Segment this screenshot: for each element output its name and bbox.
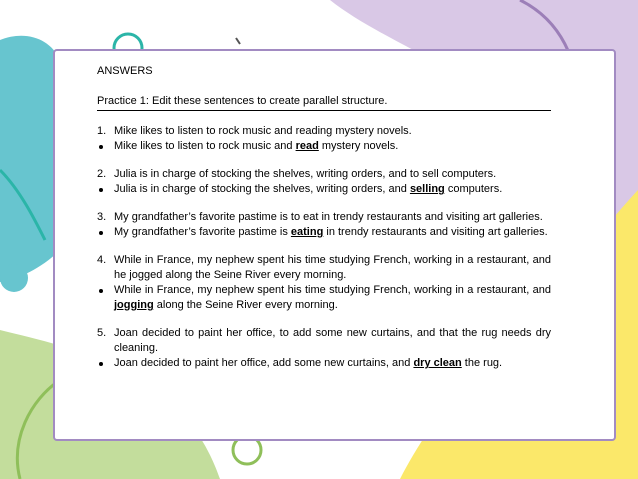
practice-instruction: Practice 1: Edit these sentences to create parallel structure. [97,94,551,111]
original-sentence [97,124,551,139]
original-sentence [97,253,551,283]
answer-item-3 [97,210,551,240]
page-title: ANSWERS [97,65,153,77]
corrected-word: eating [290,226,324,238]
corrected-word: dry clean [413,357,462,369]
revised-text-after: the rug. [461,357,503,369]
original-text: Joan decided to paint her office, to add some new curtains, and that the rug needs dry cleaning. [114,327,551,354]
revised-text-before: Julia is in charge of stocking the shelves, writing orders, and [114,183,410,195]
original-sentence [97,210,551,225]
bullet-icon [99,188,103,192]
answer-item-2 [97,167,551,197]
corrected-word: selling [409,183,445,195]
item-number: 3. [97,211,107,223]
item-number: 5. [97,327,107,339]
revised-text-before: Mike likes to listen to rock music and [114,140,296,152]
revised-sentence [97,356,551,371]
teal-dot-shape [0,264,28,292]
original-text: My grandfather’s favorite pastime is to eat in trendy restaurants and visiting art galleries. [114,211,543,223]
item-number: 4. [97,254,107,266]
revised-text-before: While in France, my nephew spent his time studying French, working in a restaurant, and [114,284,551,296]
bullet-icon [99,231,103,235]
item-number: 2. [97,168,107,180]
original-sentence [97,326,551,356]
original-text: Julia is in charge of stocking the shelves, writing orders, and to sell computers. [114,168,497,180]
answer-item-4 [97,253,551,313]
revised-sentence [97,139,551,154]
answer-content [97,64,551,371]
revised-text-after: in trendy restaurants and visiting art galleries. [323,226,548,238]
item-number: 1. [97,125,107,137]
corrected-word: read [295,140,319,152]
original-sentence [97,167,551,182]
bullet-icon [99,289,103,293]
revised-text-before: My grandfather’s favorite pastime is [114,226,291,238]
revised-sentence [97,283,551,313]
answer-item-1 [97,124,551,154]
corrected-word: jogging [114,299,154,311]
revised-text-before: Joan decided to paint her office, add some new curtains, and [114,357,414,369]
bullet-icon [99,145,103,149]
revised-text-after: along the Seine River every morning. [153,299,338,311]
bullet-icon [99,362,103,366]
revised-text-after: mystery novels. [318,140,399,152]
answer-card [53,49,616,441]
revised-text-after: computers. [444,183,503,195]
original-text: While in France, my nephew spent his time studying French, working in a restaurant, and he jogged along the Seine River every morning. [114,254,551,281]
revised-sentence [97,225,551,240]
revised-sentence [97,182,551,197]
teal-blob-shape [0,36,60,282]
original-text: Mike likes to listen to rock music and reading mystery novels. [114,125,412,137]
answer-item-5 [97,326,551,371]
small-mark-shape [236,38,240,44]
